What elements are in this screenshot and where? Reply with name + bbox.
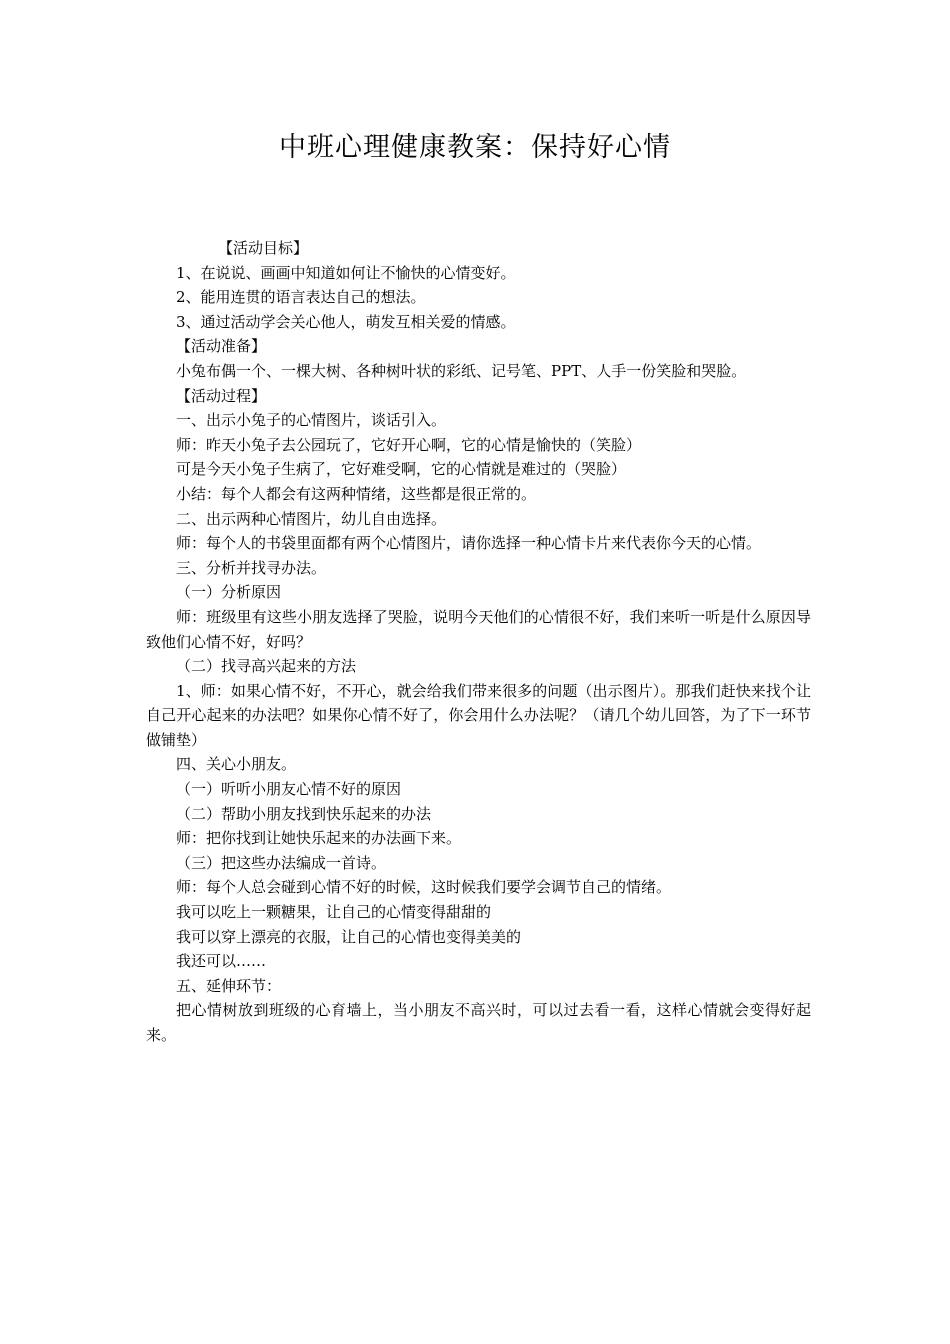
text-line: 可是今天小兔子生病了，它好难受啊，它的心情就是难过的（哭脸） [176, 460, 627, 479]
text-line: 【活动准备】 [176, 337, 267, 356]
text-line: 师：把你找到让她快乐起来的办法画下来。 [176, 829, 462, 848]
text-line: 师：每个人的书袋里面都有两个心情图片，请你选择一种心情卡片来代表你今天的心情。 [176, 534, 762, 553]
text-line: 我还可以…… [176, 952, 267, 971]
text-line: （二）帮助小朋友找到快乐起来的办法 [176, 804, 432, 823]
text-line: （三）把这些办法编成一首诗。 [176, 853, 387, 872]
text-line: 四、关心小朋友。 [176, 755, 297, 774]
text-line: （一）分析原因 [176, 583, 282, 602]
text-line: 小兔布偶一个、一棵大树、各种树叶状的彩纸、记号笔、PPT、人手一份笑脸和哭脸。 [176, 361, 747, 380]
text-line: 2、能用连贯的语言表达自己的想法。 [176, 288, 426, 307]
paragraph: 师：班级里有这些小朋友选择了哭脸，说明今天他们的心情很不好，我们来听一听是什么原因导致他们心情不好，好吗？ [146, 607, 811, 651]
text-line: 【活动过程】 [176, 386, 267, 405]
text-line: （一）听听小朋友心情不好的原因 [176, 780, 402, 799]
text-line: 【活动目标】 [218, 239, 309, 257]
text-line: 我可以吃上一颗糖果，让自己的心情变得甜甜的 [176, 903, 492, 922]
paragraph: 1、师：如果心情不好，不开心，就会给我们带来很多的问题（出示图片）。那我们赶快来找个让自己开心起来的办法吧？如果你心情不好了，你会用什么办法呢？（请几个幼儿回答，为了下一环节做铺垫） [146, 681, 811, 749]
text-line: 我可以穿上漂亮的衣服，让自己的心情也变得美美的 [176, 927, 522, 946]
text-line: 3、通过活动学会关心他人，萌发互相关爱的情感。 [176, 312, 516, 331]
document-title: 中班心理健康教案：保持好心情 [279, 132, 671, 163]
text-line: 二、出示两种心情图片，幼儿自由选择。 [176, 509, 447, 528]
text-line: 师：昨天小兔子去公园玩了，它好开心啊，它的心情是愉快的（笑脸） [176, 435, 642, 454]
text-line: （二）找寻高兴起来的方法 [176, 657, 357, 676]
document-body [146, 236, 811, 1048]
text-line: 三、分析并找寻办法。 [176, 558, 327, 577]
text-line: 小结：每个人都会有这两种情绪，这些都是很正常的。 [176, 484, 537, 503]
text-line: 1、在说说、画画中知道如何让不愉快的心情变好。 [176, 263, 516, 282]
text-line: 师：每个人总会碰到心情不好的时候，这时候我们要学会调节自己的情绪。 [176, 878, 672, 897]
paragraph: 把心情树放到班级的心育墙上，当小朋友不高兴时，可以过去看一看，这样心情就会变得好起来。 [146, 1001, 811, 1044]
text-line: 一、出示小兔子的心情图片，谈话引入。 [176, 411, 447, 430]
text-line: 五、延伸环节： [176, 976, 282, 995]
